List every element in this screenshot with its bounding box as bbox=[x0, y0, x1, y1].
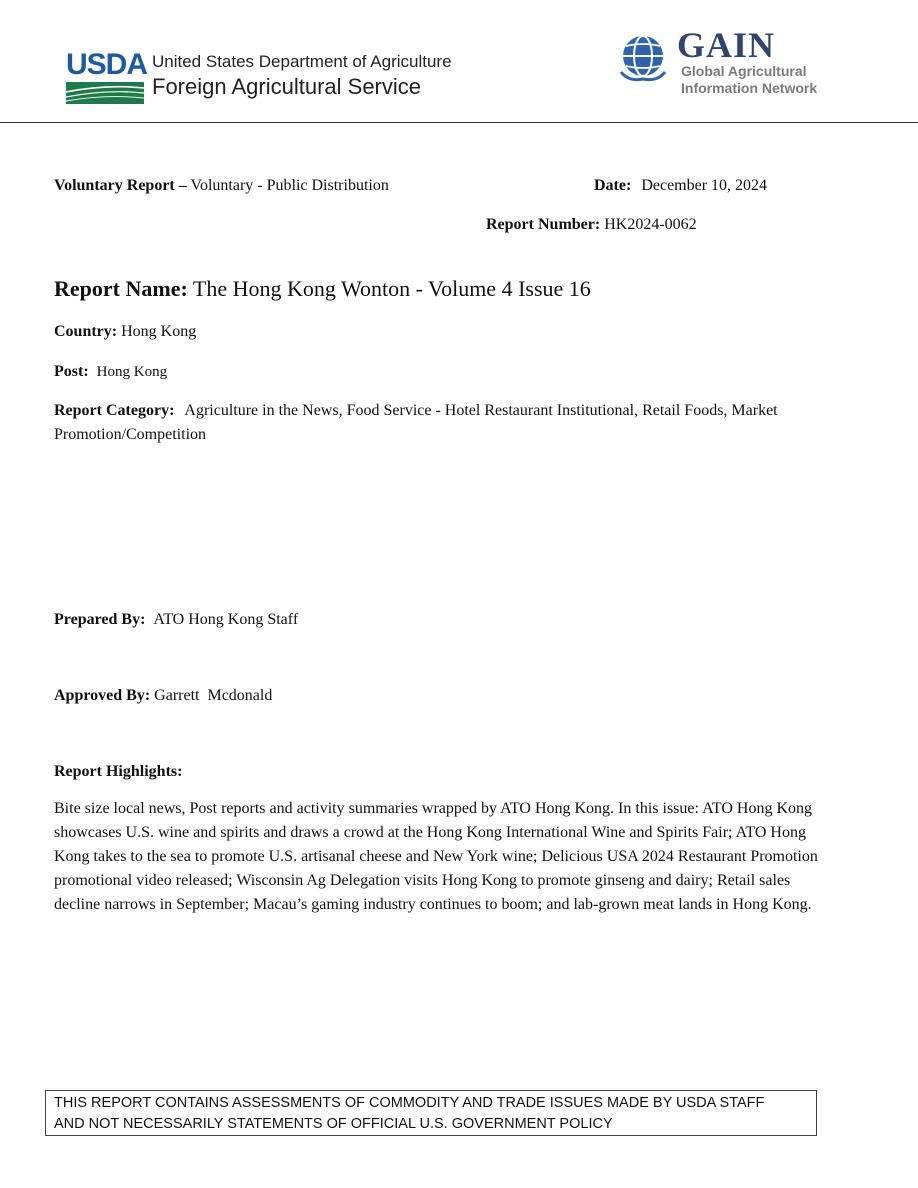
usda-logo-text: USDA bbox=[66, 48, 148, 81]
post bbox=[54, 362, 167, 382]
report-number-value: HK2024-0062 bbox=[604, 216, 697, 233]
report-category bbox=[54, 399, 794, 447]
prepared-by bbox=[54, 610, 298, 630]
report-name-value: The Hong Kong Wonton - Volume 4 Issue 16 bbox=[192, 276, 591, 301]
globe-icon bbox=[617, 32, 669, 84]
report-type bbox=[54, 176, 389, 196]
category-label: Report Category: bbox=[54, 402, 175, 419]
report-number bbox=[486, 215, 697, 235]
usda-field-icon bbox=[66, 82, 144, 104]
disclaimer-line2: AND NOT NECESSARILY STATEMENTS OF OFFICIAL U.S. GOVERNMENT POLICY bbox=[54, 1116, 613, 1132]
report-type-value: Voluntary - Public Distribution bbox=[190, 177, 389, 194]
agency-name: Foreign Agricultural Service bbox=[152, 74, 422, 99]
disclaimer-box bbox=[45, 1090, 817, 1136]
prepared-label: Prepared By: bbox=[54, 611, 146, 628]
gain-subtitle-line1: Global Agricultural bbox=[681, 63, 807, 79]
report-date bbox=[594, 176, 767, 196]
date-value: December 10, 2024 bbox=[641, 177, 768, 194]
approved-by bbox=[54, 686, 272, 706]
gain-subtitle-line2: Information Network bbox=[681, 80, 818, 96]
header-divider bbox=[0, 122, 918, 123]
country-label: Country: bbox=[54, 323, 118, 340]
report-name bbox=[54, 276, 591, 302]
post-label: Post: bbox=[54, 363, 89, 380]
date-label: Date: bbox=[594, 177, 632, 194]
report-number-label: Report Number: bbox=[486, 216, 601, 233]
highlights-text: Bite size local news, Post reports and activity summaries wrapped by ATO Hong Kong. In this issue: ATO Hong Kong showcases U.S. wine and spirits and draws a crowd at the Hong Kong International Wine and Spirits Fair; ATO Hong Kong takes to the sea to promote U.S. artisanal cheese and New York wine; Delicious USA 2024 Restaurant Promotion promotional video released; Wisconsin Ag Delegation visits Hong Kong to promote ginseng and dairy; Retail sales decline narrows in September; Macau’s gaming industry continues to boom; and lab-grown meat lands in Hong Kong. bbox=[54, 800, 818, 913]
country-value: Hong Kong bbox=[121, 323, 197, 340]
prepared-value: ATO Hong Kong Staff bbox=[153, 611, 299, 628]
highlights-heading: Report Highlights: bbox=[54, 763, 183, 780]
report-type-label: Voluntary Report – bbox=[54, 177, 187, 194]
approved-value: Garrett Mcdonald bbox=[154, 687, 273, 704]
category-value: Agriculture in the News, Food Service - Hotel Restaurant Institutional, Retail Foods, Market Promotion/Competition bbox=[54, 402, 778, 443]
department-name: United States Department of Agriculture bbox=[152, 52, 452, 71]
approved-label: Approved By: bbox=[54, 687, 151, 704]
report-name-label: Report Name: bbox=[54, 276, 188, 301]
post-value: Hong Kong bbox=[96, 364, 168, 380]
gain-title: GAIN bbox=[677, 25, 776, 65]
disclaimer-line1: THIS REPORT CONTAINS ASSESSMENTS OF COMMODITY AND TRADE ISSUES MADE BY USDA STAFF bbox=[54, 1095, 765, 1111]
country bbox=[54, 322, 196, 342]
usda-logo bbox=[66, 48, 148, 104]
